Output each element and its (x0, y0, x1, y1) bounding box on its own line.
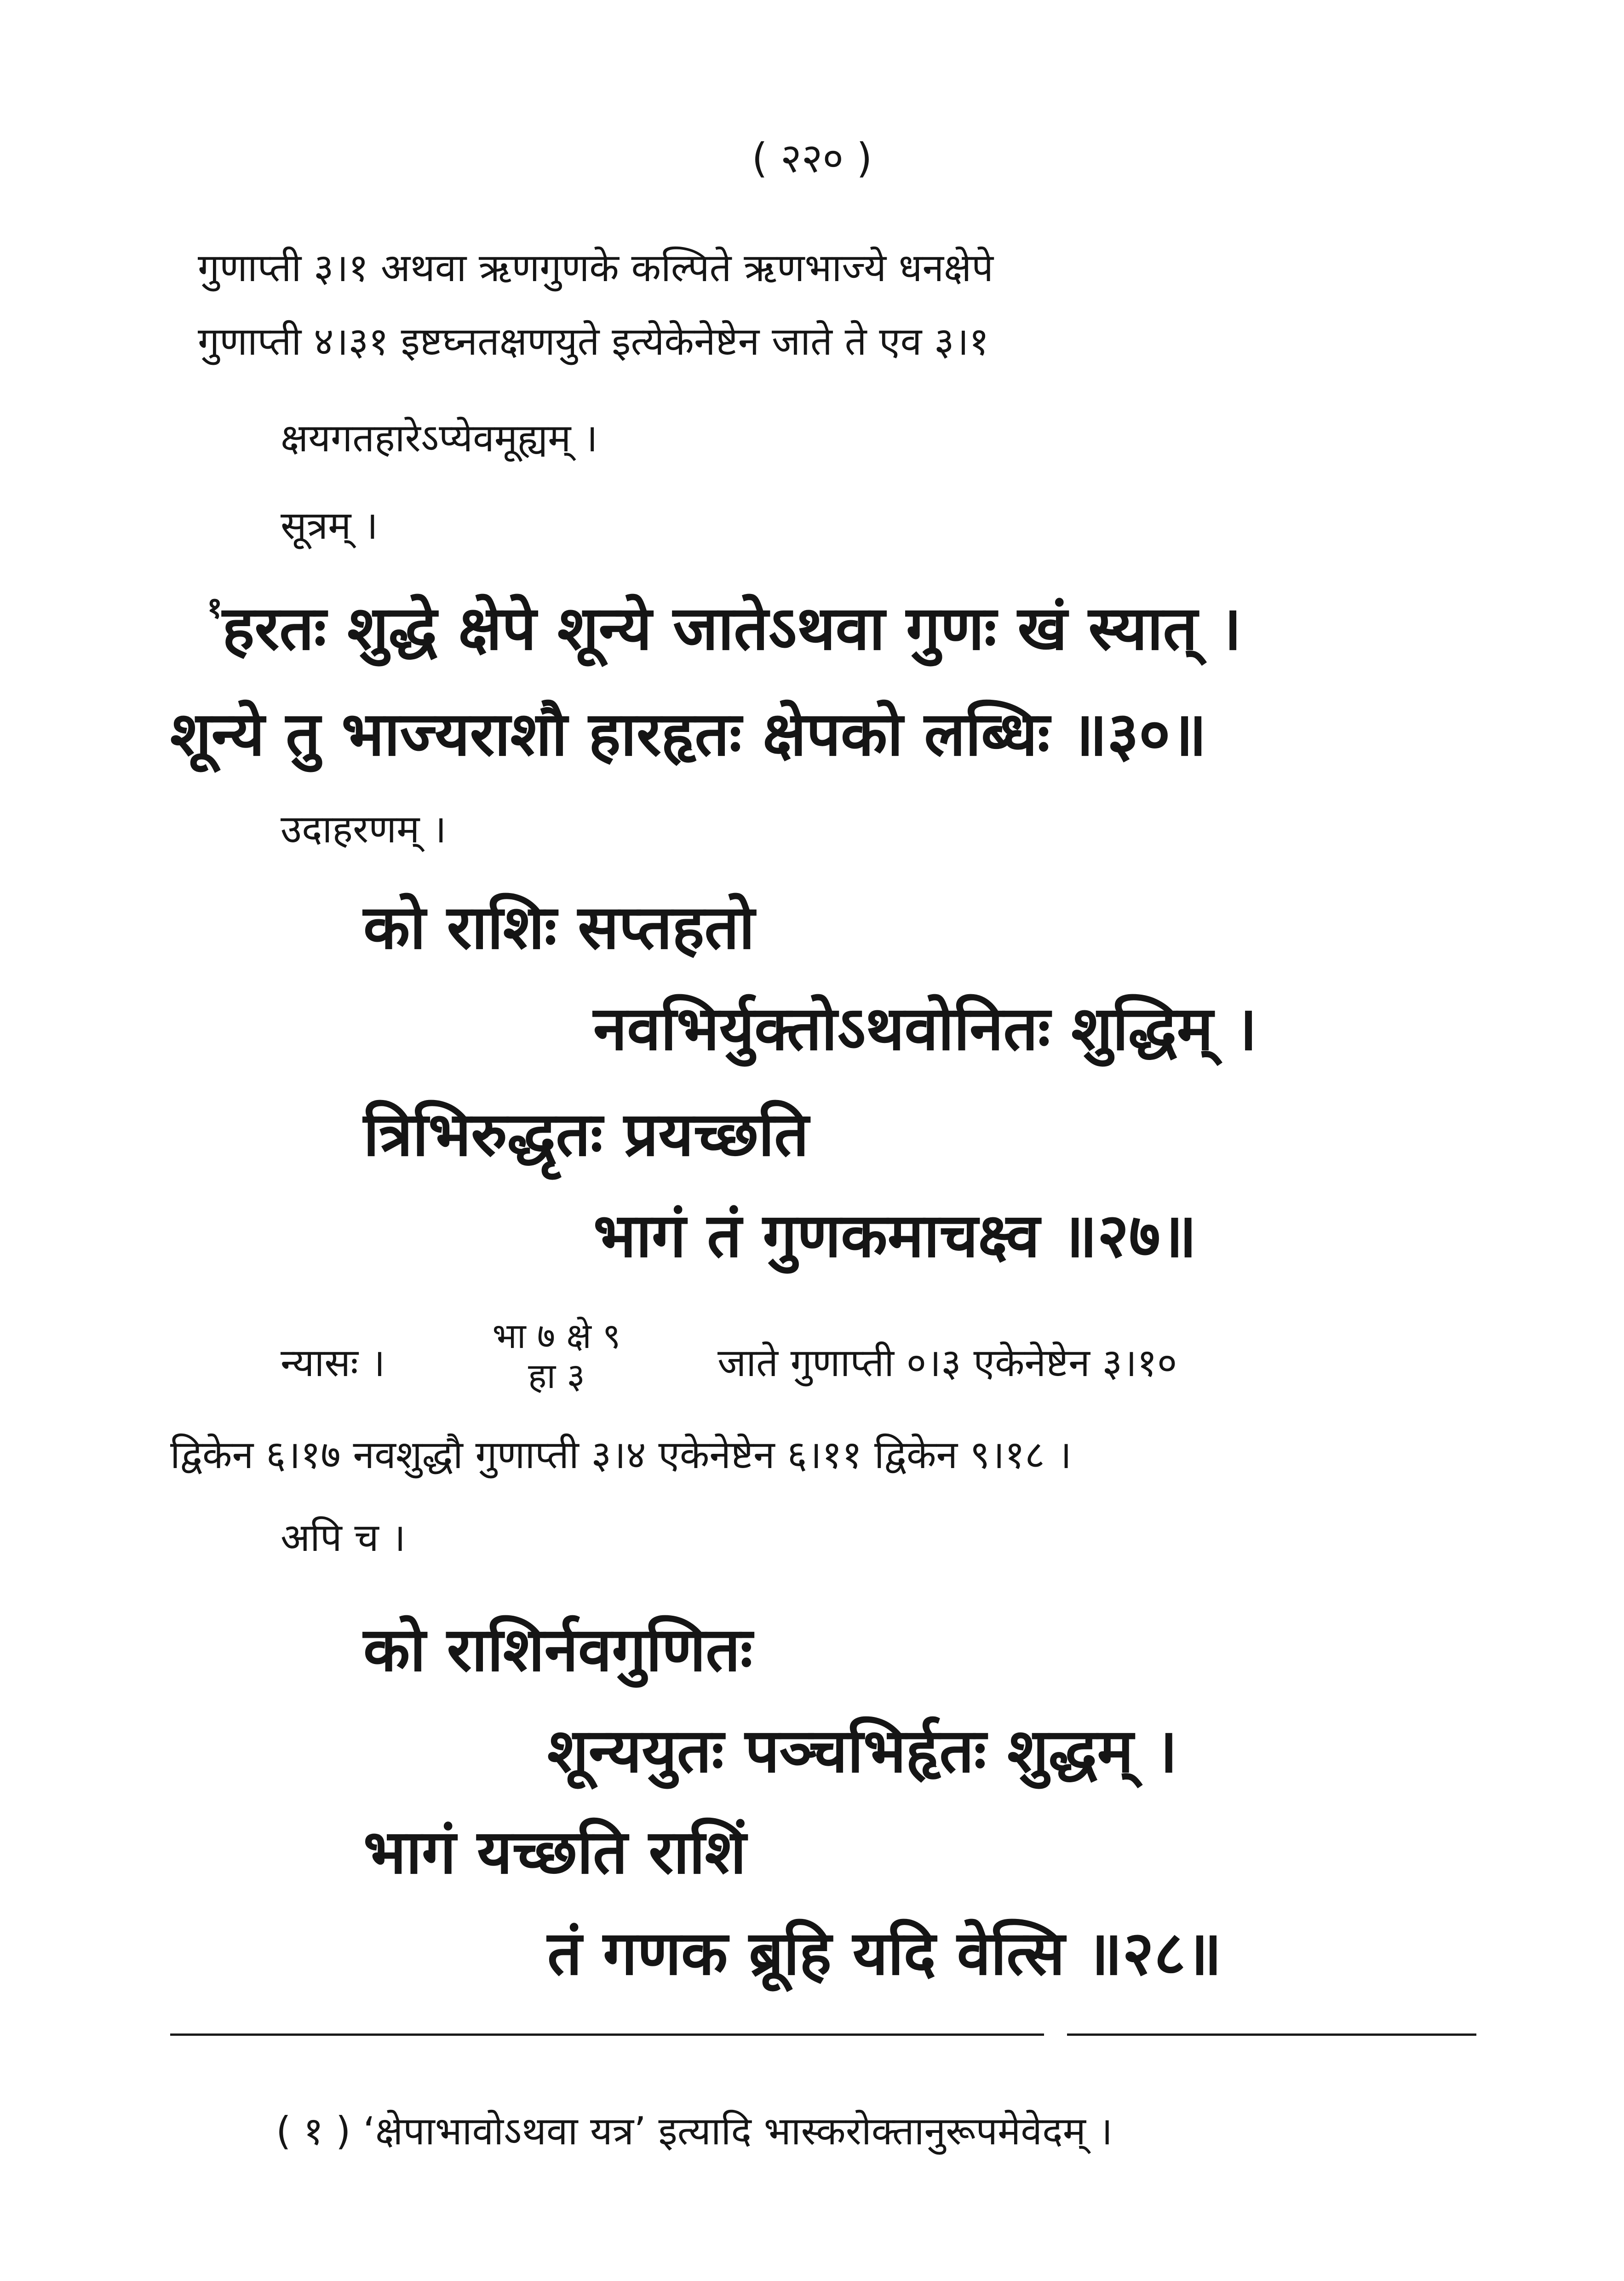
example2-verse-4: तं गणक ब्रूहि यदि वेत्सि ॥२८॥ (547, 1918, 1222, 1989)
intro-line-3: क्षयगतहारेऽप्येवमूह्यम् । (281, 415, 598, 461)
sutra-line-1 (207, 591, 1242, 664)
example1-verse-4: भागं तं गुणकमाचक्ष्व ॥२७॥ (593, 1200, 1197, 1271)
example1-verse-3: त्रिभिरुद्धृतः प्रयच्छति (363, 1099, 809, 1170)
footnote-text: ( १ ) ‘क्षेपाभावोऽथवा यत्र’ इत्यादि भास्करोक्तानुरूपमेवेदम् । (276, 2108, 1113, 2154)
footnote-marker: १ (207, 591, 223, 625)
footnote-rule-left (170, 2033, 1044, 2036)
example2-verse-3: भागं यच्छति राशिं (363, 1817, 746, 1888)
nyasa-line-2: द्विकेन ६।१७ नवशुद्धौ गुणाप्ती ३।४ एकेनेष्टेन ६।११ द्विकेन ९।१८ । (170, 1432, 1072, 1477)
example1-verse-2: नवभिर्युक्तोऽथवोनितः शुद्धिम् । (593, 993, 1257, 1064)
intro-line-1: गुणाप्ती ३।१ अथवा ऋणगुणके कल्पिते ऋणभाज्ये धनक्षेपे (198, 245, 994, 290)
page-number: ( २२० ) (752, 134, 872, 182)
nyasa-top: भा ७ क्षे ९ (492, 1315, 621, 1356)
example2-verse-1: को राशिर्नवगुणितः (363, 1614, 753, 1685)
intro-line-2: गुणाप्ती ४।३१ इष्टघ्नतक्षणयुते इत्येकेनेष्टेन जाते ते एव ३।१ (198, 319, 989, 364)
example2-verse-2: शून्ययुतः पञ्चभिर्हृतः शुद्धम् । (547, 1716, 1178, 1786)
footnote-rule-right (1067, 2033, 1476, 2036)
nyasa-rest: जाते गुणाप्ती ०।३ एकेनेष्टेन ३।१० (717, 1340, 1177, 1385)
sutra-heading: सूत्रम् । (281, 503, 378, 548)
sutra-line-1-text: हरतः शुद्धे क्षेपे शून्ये जातेऽथवा गुणः खं स्यात् । (222, 593, 1242, 664)
nyasa-fraction (465, 1316, 648, 1396)
example2-heading: अपि च । (281, 1515, 406, 1560)
sutra-line-2: शून्ये तु भाज्यराशौ हारहृतः क्षेपको लब्धिः ॥३०॥ (170, 699, 1207, 770)
nyasa-label: न्यासः । (281, 1340, 385, 1385)
example1-heading: उदाहरणम् । (281, 806, 447, 852)
nyasa-bottom: हा ३ (528, 1355, 585, 1397)
example1-verse-1: को राशिः सप्तहतो (363, 892, 755, 963)
